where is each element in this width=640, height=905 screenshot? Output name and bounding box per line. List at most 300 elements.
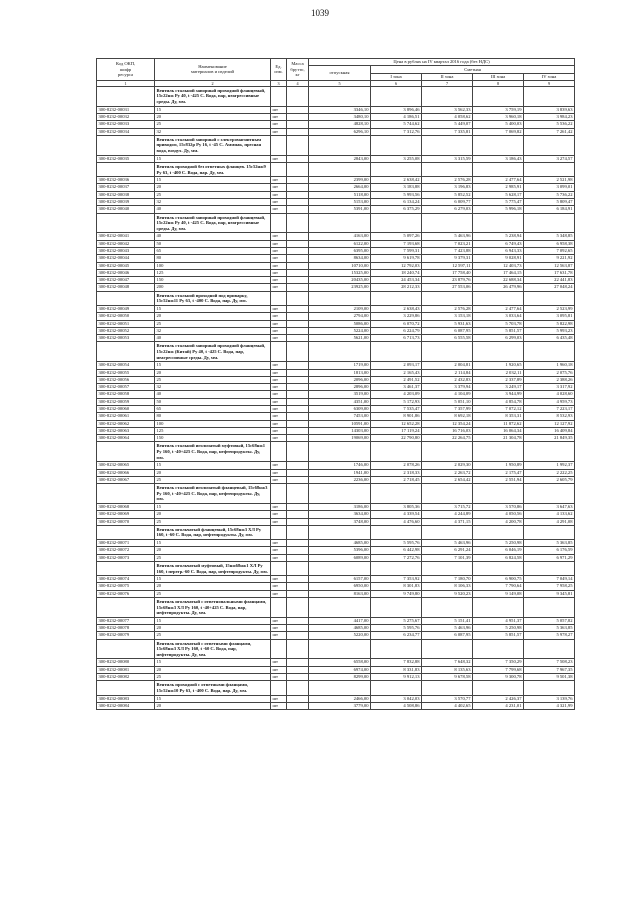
group-empty-cell <box>524 639 575 659</box>
group-empty-cell <box>287 525 309 539</box>
size-cell: 15 <box>155 305 271 312</box>
zone4-price-cell: 1 960,18 <box>524 362 575 369</box>
code-cell: 300-8232-00072 <box>97 547 155 554</box>
size-cell: 15 <box>155 106 271 113</box>
zone4-price-cell: 7 049,14 <box>524 576 575 583</box>
release-price-cell: 5224,00 <box>309 327 371 334</box>
group-empty-cell <box>524 525 575 539</box>
size-cell: 20 <box>155 702 271 709</box>
release-price-cell: 2794,00 <box>309 313 371 320</box>
column-index: 9 <box>524 80 575 86</box>
zone3-price-cell: 5 238,94 <box>473 233 524 240</box>
zone3-price-cell: 3 960,18 <box>473 113 524 120</box>
code-cell: 300-8232-00062 <box>97 420 155 427</box>
group-empty-cell <box>422 213 473 233</box>
column-index: 1 <box>97 80 155 86</box>
group-header-row <box>97 86 575 106</box>
table-row <box>97 398 575 405</box>
column-index: 4 <box>287 80 309 86</box>
zone2-price-cell: 2 029,30 <box>422 462 473 469</box>
size-cell: 125 <box>155 427 271 434</box>
group-header-row <box>97 291 575 305</box>
zone2-price-cell: 17 758,40 <box>422 269 473 276</box>
header-unit: Ед. изм. <box>271 59 287 81</box>
size-cell: 15 <box>155 695 271 702</box>
group-code-cell <box>97 639 155 659</box>
zone3-price-cell: 5 775,47 <box>473 199 524 206</box>
table-row <box>97 199 575 206</box>
zone1-price-cell: 6 713,73 <box>371 335 422 342</box>
release-price-cell: 3186,00 <box>309 503 371 510</box>
group-empty-cell <box>524 86 575 106</box>
header-name: Наименование материалов и изделий <box>155 59 271 81</box>
mass-cell <box>287 659 309 666</box>
table-row <box>97 518 575 525</box>
group-code-cell <box>97 681 155 695</box>
unit-cell: шт <box>271 547 287 554</box>
group-empty-cell <box>473 597 524 617</box>
code-cell: 300-8232-00080 <box>97 659 155 666</box>
zone1-price-cell: 9 912,13 <box>371 674 422 681</box>
zone1-price-cell: 5 744,62 <box>371 121 422 128</box>
release-price-cell: 10710,00 <box>309 262 371 269</box>
group-empty-cell <box>271 342 287 362</box>
zone4-price-cell: 4 959,73 <box>524 398 575 405</box>
zone3-price-cell: 5 851,57 <box>473 632 524 639</box>
zone2-price-cell: 3 379,94 <box>422 384 473 391</box>
mass-cell <box>287 413 309 420</box>
size-cell: 40 <box>155 206 271 213</box>
group-empty-cell <box>473 484 524 504</box>
table-row <box>97 583 575 590</box>
group-empty-cell <box>287 597 309 617</box>
size-cell: 20 <box>155 313 271 320</box>
group-empty-cell <box>473 561 524 575</box>
table-row <box>97 262 575 269</box>
zone2-price-cell: 9 678,58 <box>422 674 473 681</box>
release-price-cell: 6974,00 <box>309 666 371 673</box>
table-row <box>97 376 575 383</box>
mass-cell <box>287 406 309 413</box>
table-row <box>97 284 575 291</box>
mass-cell <box>287 362 309 369</box>
unit-cell: шт <box>271 576 287 583</box>
release-price-cell: 2466,00 <box>309 695 371 702</box>
group-empty-cell <box>422 681 473 695</box>
page-number: 1039 <box>311 8 329 18</box>
release-price-cell: 6296,10 <box>309 128 371 135</box>
code-cell: 300-8232-00076 <box>97 590 155 597</box>
zone1-price-cell: 3 183,88 <box>371 184 422 191</box>
zone2-price-cell: 5 463,96 <box>422 233 473 240</box>
group-empty-cell <box>287 484 309 504</box>
code-cell: 300-8232-00084 <box>97 702 155 709</box>
size-cell: 15 <box>155 462 271 469</box>
price-table <box>96 58 575 710</box>
size-cell: 20 <box>155 113 271 120</box>
code-cell: 300-8232-00035 <box>97 155 155 162</box>
unit-cell: шт <box>271 659 287 666</box>
mass-cell <box>287 503 309 510</box>
group-empty-cell <box>422 525 473 539</box>
unit-cell: шт <box>271 540 287 547</box>
zone3-price-cell: 6 943,33 <box>473 247 524 254</box>
zone4-price-cell: 5 363,85 <box>524 540 575 547</box>
group-empty-cell <box>309 639 371 659</box>
group-empty-cell <box>287 639 309 659</box>
group-empty-cell <box>473 162 524 176</box>
zone1-price-cell: 5 275,67 <box>371 617 422 624</box>
table-row <box>97 121 575 128</box>
release-price-cell: 5391,00 <box>309 206 371 213</box>
unit-cell: шт <box>271 413 287 420</box>
zone3-price-cell: 22 688,34 <box>473 277 524 284</box>
table-row <box>97 469 575 476</box>
unit-cell: шт <box>271 435 287 442</box>
header-release: отпускная <box>309 66 371 81</box>
zone1-price-cell: 6 070,72 <box>371 320 422 327</box>
group-header-row <box>97 484 575 504</box>
zone1-price-cell: 22 790,80 <box>371 435 422 442</box>
group-empty-cell <box>271 162 287 176</box>
size-cell: 15 <box>155 177 271 184</box>
unit-cell: шт <box>271 632 287 639</box>
mass-cell <box>287 155 309 162</box>
group-header-row <box>97 597 575 617</box>
code-cell: 300-8232-00055 <box>97 369 155 376</box>
zone4-price-cell: 8 532,93 <box>524 413 575 420</box>
group-empty-cell <box>271 561 287 575</box>
group-empty-cell <box>422 135 473 155</box>
zone3-price-cell: 3 759,19 <box>473 106 524 113</box>
size-cell: 125 <box>155 269 271 276</box>
code-cell: 300-8232-00065 <box>97 462 155 469</box>
release-price-cell: 1746,00 <box>309 462 371 469</box>
group-empty-cell <box>473 135 524 155</box>
column-index: 3 <box>271 80 287 86</box>
size-cell: 20 <box>155 666 271 673</box>
code-cell: 300-8232-00048 <box>97 284 155 291</box>
group-title: Вентиль игольчатый фланцевый, 15с68нж3 ХЛ Ру 160, t -60 С. Вода, пар, нефтепродукты. Ду, мм. <box>155 525 271 539</box>
code-cell: 300-8232-00046 <box>97 269 155 276</box>
zone3-price-cell: 5 703,78 <box>473 320 524 327</box>
group-empty-cell <box>271 681 287 695</box>
group-title: Вентиль стальной запорный с электромагнитным приводом, 15с832р Ру 16, t -45 С. Аммиак, пресная вода, воздух. Ду, мм. <box>155 135 271 155</box>
release-price-cell: 2109,00 <box>309 305 371 312</box>
zone3-price-cell: 6 299,03 <box>473 335 524 342</box>
zone4-price-cell: 7 261,42 <box>524 128 575 135</box>
mass-cell <box>287 177 309 184</box>
zone2-price-cell: 7 023,21 <box>422 240 473 247</box>
code-cell: 300-8232-00032 <box>97 113 155 120</box>
group-code-cell <box>97 135 155 155</box>
code-cell: 300-8232-00071 <box>97 540 155 547</box>
zone2-price-cell: 7 357,99 <box>422 406 473 413</box>
zone1-price-cell: 9 619,78 <box>371 255 422 262</box>
table-row <box>97 435 575 442</box>
release-price-cell: 4828,10 <box>309 121 371 128</box>
zone4-price-cell: 2 523,99 <box>524 305 575 312</box>
unit-cell: шт <box>271 625 287 632</box>
size-cell: 25 <box>155 554 271 561</box>
zone1-price-cell: 2 318,33 <box>371 469 422 476</box>
mass-cell <box>287 327 309 334</box>
table-row <box>97 206 575 213</box>
group-empty-cell <box>309 597 371 617</box>
header-zone-4: IV зона <box>524 73 575 80</box>
table-row <box>97 327 575 334</box>
zone1-price-cell: 7 535,47 <box>371 406 422 413</box>
code-cell: 300-8232-00058 <box>97 391 155 398</box>
group-empty-cell <box>422 86 473 106</box>
mass-cell <box>287 128 309 135</box>
unit-cell: шт <box>271 617 287 624</box>
zone2-price-cell: 2 576,28 <box>422 177 473 184</box>
release-price-cell: 20435,00 <box>309 277 371 284</box>
release-price-cell: 6950,00 <box>309 583 371 590</box>
release-price-cell: 3779,00 <box>309 702 371 709</box>
release-price-cell: 15325,00 <box>309 269 371 276</box>
unit-cell: шт <box>271 240 287 247</box>
release-price-cell: 1941,00 <box>309 469 371 476</box>
mass-cell <box>287 106 309 113</box>
table-row <box>97 305 575 312</box>
zone2-price-cell: 5 051,10 <box>422 398 473 405</box>
zone3-price-cell: 4 231,01 <box>473 702 524 709</box>
zone2-price-cell: 7 423,88 <box>422 247 473 254</box>
mass-cell <box>287 625 309 632</box>
zone1-price-cell: 6 134,24 <box>371 199 422 206</box>
zone2-price-cell: 6 279,03 <box>422 206 473 213</box>
unit-cell: шт <box>271 233 287 240</box>
group-code-cell <box>97 442 155 462</box>
zone2-price-cell: 5 931,63 <box>422 320 473 327</box>
group-header-row <box>97 442 575 462</box>
zone2-price-cell: 23 879,76 <box>422 277 473 284</box>
group-title: Вентиль стальной проходной под приварку, 15с52нж11 Ру 63, t -400 С. Вода, пар. Ду, мм. <box>155 291 271 305</box>
code-cell: 300-8232-00042 <box>97 240 155 247</box>
code-cell: 300-8232-00052 <box>97 327 155 334</box>
header-zone-2: II зона <box>422 73 473 80</box>
group-empty-cell <box>371 681 422 695</box>
zone3-price-cell: 7 069,82 <box>473 128 524 135</box>
zone2-price-cell: 27 553,06 <box>422 284 473 291</box>
size-cell: 15 <box>155 576 271 583</box>
group-empty-cell <box>422 291 473 305</box>
zone3-price-cell: 3 249,17 <box>473 384 524 391</box>
zone2-price-cell: 7 101,39 <box>422 554 473 561</box>
release-price-cell: 1813,00 <box>309 369 371 376</box>
zone4-price-cell: 4 321,99 <box>524 702 575 709</box>
release-price-cell: 6089,00 <box>309 554 371 561</box>
group-empty-cell <box>473 86 524 106</box>
unit-cell: шт <box>271 503 287 510</box>
zone4-price-cell: 7 967,35 <box>524 666 575 673</box>
zone1-price-cell: 4 186,51 <box>371 113 422 120</box>
group-empty-cell <box>309 484 371 504</box>
zone1-price-cell: 2 638,42 <box>371 177 422 184</box>
zone2-price-cell: 7 335,81 <box>422 128 473 135</box>
zone1-price-cell: 18 240,74 <box>371 269 422 276</box>
group-code-cell <box>97 291 155 305</box>
group-empty-cell <box>473 342 524 362</box>
code-cell: 300-8232-00036 <box>97 177 155 184</box>
table-row <box>97 462 575 469</box>
size-cell: 25 <box>155 590 271 597</box>
zone4-price-cell: 2 521,98 <box>524 177 575 184</box>
table-row <box>97 320 575 327</box>
table-row <box>97 554 575 561</box>
group-empty-cell <box>371 86 422 106</box>
code-cell: 300-8232-00053 <box>97 335 155 342</box>
mass-cell <box>287 518 309 525</box>
table-row <box>97 255 575 262</box>
unit-cell: шт <box>271 666 287 673</box>
zone3-price-cell: 2 551,94 <box>473 476 524 483</box>
zone4-price-cell: 6 176,59 <box>524 547 575 554</box>
zone1-price-cell: 3 805,36 <box>371 503 422 510</box>
group-empty-cell <box>371 639 422 659</box>
table-row <box>97 384 575 391</box>
group-empty-cell <box>271 291 287 305</box>
group-code-cell <box>97 162 155 176</box>
release-price-cell: 14303,00 <box>309 427 371 434</box>
mass-cell <box>287 305 309 312</box>
code-cell: 300-8232-00031 <box>97 106 155 113</box>
zone4-price-cell: 7 092,65 <box>524 247 575 254</box>
table-row <box>97 362 575 369</box>
unit-cell: шт <box>271 398 287 405</box>
header-zone-3: III зона <box>473 73 524 80</box>
group-empty-cell <box>371 442 422 462</box>
zone2-price-cell: 12 597,11 <box>422 262 473 269</box>
group-title: Вентиль проходной с ответными фланцами, 15с52нж10 Ру 63, t -400 С. Вода, пар. Ду, мм. <box>155 681 271 695</box>
mass-cell <box>287 255 309 262</box>
header-estimate: Сметная <box>371 66 575 73</box>
release-price-cell: 6309,00 <box>309 406 371 413</box>
release-price-cell: 4163,00 <box>309 233 371 240</box>
zone1-price-cell: 2 165,43 <box>371 369 422 376</box>
zone3-price-cell: 9 300,78 <box>473 674 524 681</box>
group-empty-cell <box>309 681 371 695</box>
release-price-cell: 2236,00 <box>309 476 371 483</box>
unit-cell: шт <box>271 554 287 561</box>
zone3-price-cell: 4 951,37 <box>473 617 524 624</box>
size-cell: 20 <box>155 469 271 476</box>
code-cell: 300-8232-00044 <box>97 255 155 262</box>
code-cell: 300-8232-00074 <box>97 576 155 583</box>
mass-cell <box>287 674 309 681</box>
release-price-cell: 4685,00 <box>309 540 371 547</box>
group-empty-cell <box>473 291 524 305</box>
mass-cell <box>287 427 309 434</box>
zone2-price-cell: 6 555,58 <box>422 335 473 342</box>
size-cell: 15 <box>155 540 271 547</box>
table-row <box>97 659 575 666</box>
zone4-price-cell: 3 274,57 <box>524 155 575 162</box>
zone4-price-cell: 9 221,92 <box>524 255 575 262</box>
zone3-price-cell: 11 872,62 <box>473 420 524 427</box>
zone4-price-cell: 17 631,78 <box>524 269 575 276</box>
zone4-price-cell: 5 993,23 <box>524 327 575 334</box>
size-cell: 25 <box>155 191 271 198</box>
unit-cell: шт <box>271 391 287 398</box>
group-empty-cell <box>371 135 422 155</box>
zone4-price-cell: 5 057,82 <box>524 617 575 624</box>
group-empty-cell <box>422 442 473 462</box>
size-cell: 40 <box>155 335 271 342</box>
mass-cell <box>287 476 309 483</box>
zone4-price-cell: 5 809,47 <box>524 199 575 206</box>
group-title: Вентиль стальной игольчатый муфтовый, 15с68нж1 Ру 160, t -40+425 С. Вода, пар, нефтепродукты. Ду, мм. <box>155 442 271 462</box>
table-row <box>97 413 575 420</box>
group-empty-cell <box>422 597 473 617</box>
zone1-price-cell: 2 491,52 <box>371 376 422 383</box>
code-cell: 300-8232-00047 <box>97 277 155 284</box>
group-empty-cell <box>524 442 575 462</box>
code-cell: 300-8232-00039 <box>97 199 155 206</box>
size-cell: 80 <box>155 255 271 262</box>
mass-cell <box>287 554 309 561</box>
zone3-price-cell: 2 032,11 <box>473 369 524 376</box>
size-cell: 15 <box>155 503 271 510</box>
table-row <box>97 177 575 184</box>
unit-cell: шт <box>271 262 287 269</box>
zone3-price-cell: 7 350,29 <box>473 659 524 666</box>
zone2-price-cell: 4 244,89 <box>422 511 473 518</box>
mass-cell <box>287 695 309 702</box>
group-empty-cell <box>309 162 371 176</box>
zone2-price-cell: 5 151,41 <box>422 617 473 624</box>
group-empty-cell <box>422 342 473 362</box>
size-cell: 20 <box>155 184 271 191</box>
code-cell: 300-8232-00060 <box>97 406 155 413</box>
zone3-price-cell: 6 046,19 <box>473 547 524 554</box>
group-empty-cell <box>271 86 287 106</box>
zone4-price-cell: 4 133,62 <box>524 511 575 518</box>
zone1-price-cell: 4 339,54 <box>371 511 422 518</box>
code-cell: 300-8232-00037 <box>97 184 155 191</box>
group-title: Вентиль стальной запорный проходной фланцевый, 15с22нж Ру 40, t -425 С. Вода, пар, неагрессивные среды. Ду, мм. <box>155 213 271 233</box>
release-price-cell: 5621,00 <box>309 335 371 342</box>
code-cell: 300-8232-00040 <box>97 206 155 213</box>
code-cell: 300-8232-00079 <box>97 632 155 639</box>
zone4-price-cell: 7 958,25 <box>524 583 575 590</box>
mass-cell <box>287 277 309 284</box>
zone3-price-cell: 5 250,98 <box>473 540 524 547</box>
code-cell: 300-8232-00061 <box>97 413 155 420</box>
group-title: Вентиль игольчатый с ответнопальными фланцами, 15с68нж3 ХЛ Ру 160, t -40+425 С. Вода, пар, нефтепродукты. Ду, мм. <box>155 597 271 617</box>
group-empty-cell <box>287 561 309 575</box>
mass-cell <box>287 284 309 291</box>
zone2-price-cell: 3 570,77 <box>422 695 473 702</box>
size-cell: 25 <box>155 518 271 525</box>
size-cell: 65 <box>155 406 271 413</box>
group-empty-cell <box>287 681 309 695</box>
group-empty-cell <box>309 525 371 539</box>
zone3-price-cell: 9 028,91 <box>473 255 524 262</box>
group-header-row <box>97 342 575 362</box>
group-empty-cell <box>271 484 287 504</box>
table-row <box>97 617 575 624</box>
release-price-cell: 2843,00 <box>309 155 371 162</box>
mass-cell <box>287 511 309 518</box>
zone1-price-cell: 4 203,09 <box>371 391 422 398</box>
unit-cell: шт <box>271 199 287 206</box>
release-price-cell: 2664,00 <box>309 184 371 191</box>
unit-cell: шт <box>271 277 287 284</box>
zone2-price-cell: 12 354,24 <box>422 420 473 427</box>
